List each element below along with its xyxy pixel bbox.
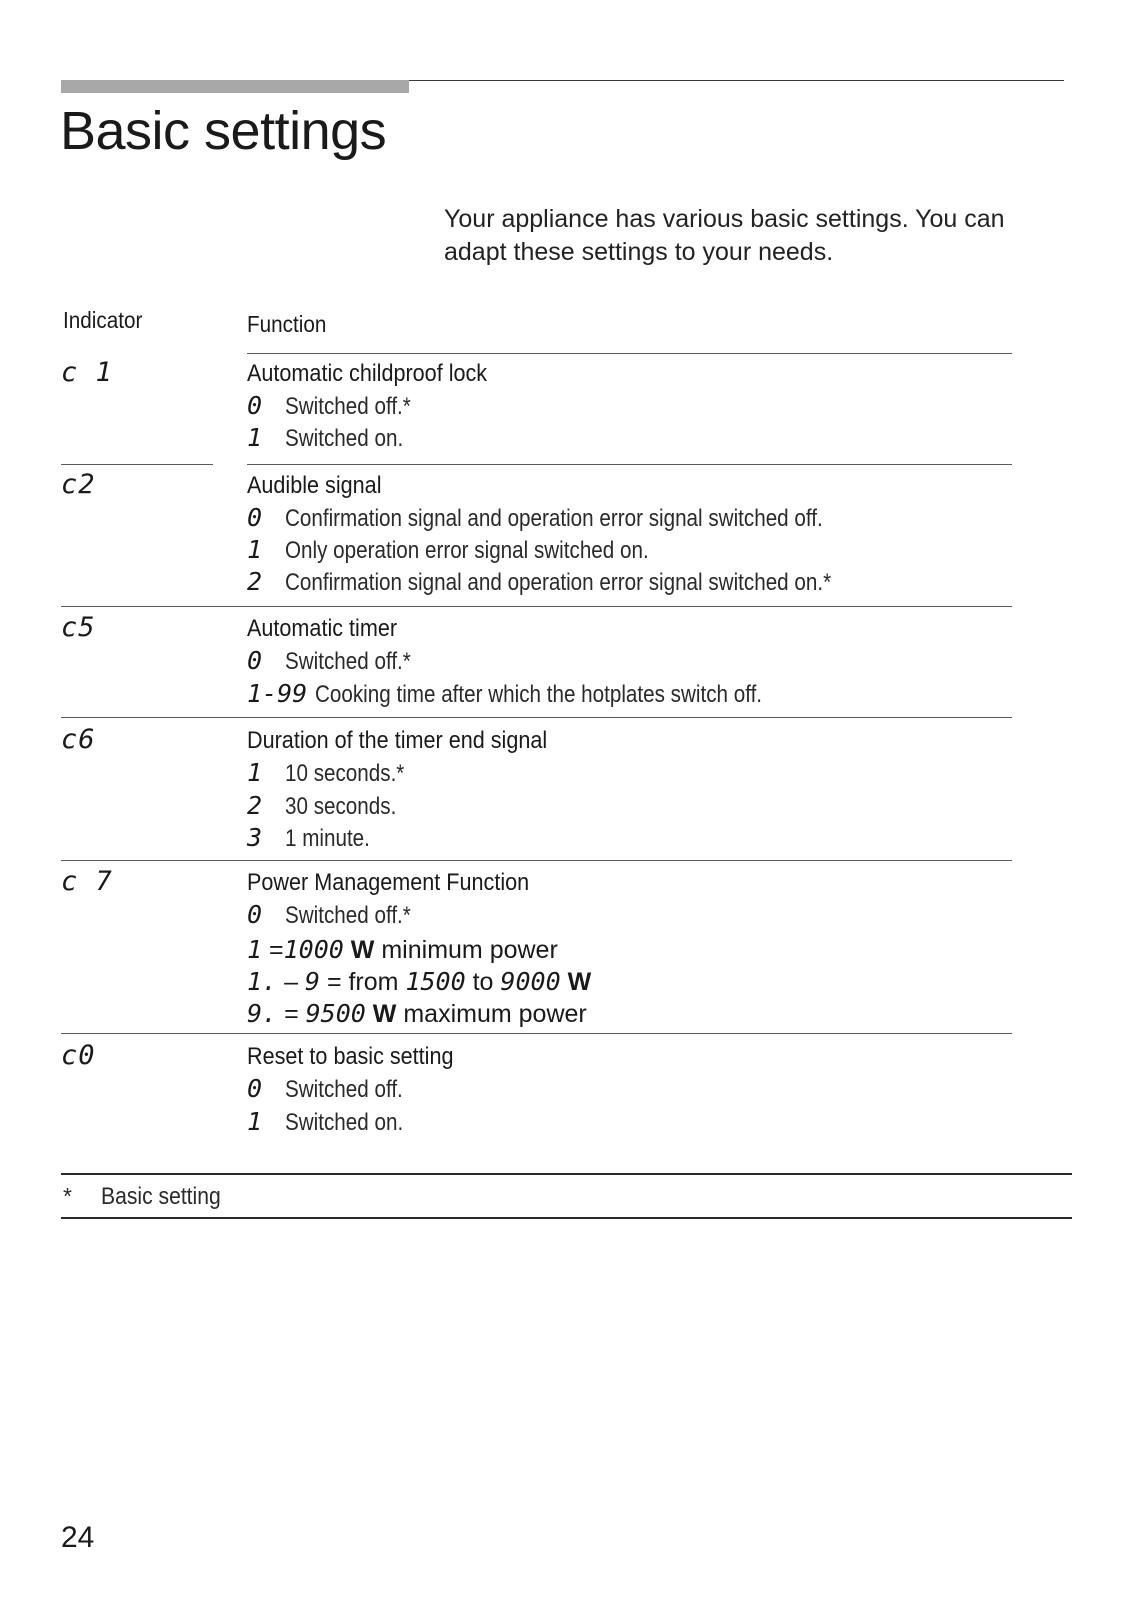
indicator-c6: c6 xyxy=(61,724,96,755)
indicator-c1: c 1 xyxy=(61,357,113,388)
section-title-automatic-timer: Automatic timer xyxy=(247,615,398,642)
option-text: Confirmation signal and operation error signal switched on.* xyxy=(285,569,832,596)
option-text: Switched on. xyxy=(285,1109,404,1136)
option-code: 3 xyxy=(247,823,263,852)
power-to: 9000 xyxy=(500,967,561,996)
option-text: Switched off.* xyxy=(285,648,411,675)
footnote-text: Basic setting xyxy=(101,1183,221,1210)
option-row xyxy=(247,646,431,676)
option-text: Switched off. xyxy=(285,1076,403,1103)
option-row xyxy=(247,679,835,709)
power-line-range xyxy=(247,967,591,997)
indicator-c5: c5 xyxy=(61,612,96,643)
power-eq: = from xyxy=(326,968,399,996)
page-title: Basic settings xyxy=(60,101,387,161)
section-title-audible-signal: Audible signal xyxy=(247,472,382,499)
option-text: Switched off.* xyxy=(285,393,411,420)
header-rule-thick xyxy=(61,80,409,93)
option-row xyxy=(247,423,422,453)
power-eq: = xyxy=(269,936,284,964)
option-row xyxy=(247,567,920,597)
row-divider-right xyxy=(247,464,1012,465)
option-text: Switched on. xyxy=(285,425,404,452)
option-code: 0 xyxy=(247,391,263,420)
row-divider xyxy=(61,717,1012,718)
intro-paragraph: Your appliance has various basic settings. You can adapt these settings to your needs. xyxy=(444,205,1005,266)
indicator-c0: c0 xyxy=(61,1040,96,1071)
option-code: 2 xyxy=(247,567,263,596)
option-row xyxy=(247,1074,422,1104)
option-code: 0 xyxy=(247,646,263,675)
option-code: 2 xyxy=(247,791,263,820)
row-divider xyxy=(61,1033,1012,1034)
power-desc: minimum power xyxy=(381,936,558,964)
option-code: 0 xyxy=(247,503,263,532)
power-from: 1500 xyxy=(405,967,466,996)
power-dash: – xyxy=(284,968,298,996)
power-line-minimum xyxy=(247,935,558,965)
option-row xyxy=(247,900,431,930)
power-desc: maximum power xyxy=(403,1000,587,1028)
option-row xyxy=(247,391,431,421)
option-text: Cooking time after which the hotplates switch off. xyxy=(315,681,763,708)
option-row xyxy=(247,503,910,533)
power-line-maximum xyxy=(247,999,587,1029)
option-row xyxy=(247,1107,422,1137)
option-code: 1 xyxy=(247,535,263,564)
option-row xyxy=(247,758,424,788)
option-code: 1 xyxy=(247,1107,263,1136)
option-row xyxy=(247,823,384,853)
column-header-indicator: Indicator xyxy=(63,307,143,333)
column-header-function: Function xyxy=(247,311,327,337)
power-code: 1 xyxy=(247,935,263,964)
footnote-mark: * xyxy=(63,1183,72,1209)
option-code: 1 xyxy=(247,758,263,787)
section-title-reset: Reset to basic setting xyxy=(247,1043,454,1070)
row-divider-left xyxy=(61,464,213,465)
footnote-rule-top xyxy=(61,1173,1072,1175)
option-code: 1 xyxy=(247,423,263,452)
power-unit: W xyxy=(350,936,375,964)
section-title-childproof: Automatic childproof lock xyxy=(247,360,488,387)
option-text: 10 seconds.* xyxy=(285,760,405,787)
option-code: 0 xyxy=(247,900,263,929)
option-text: Confirmation signal and operation error signal switched off. xyxy=(285,505,823,532)
power-value: 9500 xyxy=(305,999,366,1028)
option-row xyxy=(247,535,708,565)
option-text: Only operation error signal switched on. xyxy=(285,537,649,564)
footnote-rule-bottom xyxy=(61,1217,1072,1219)
section-title-timer-end-signal: Duration of the timer end signal xyxy=(247,727,548,754)
power-code: 1. xyxy=(247,967,278,996)
indicator-c7: c 7 xyxy=(61,866,113,897)
indicator-c2: c2 xyxy=(61,469,96,500)
power-code-2: 9 xyxy=(304,967,320,996)
power-value: 1000 xyxy=(283,935,344,964)
option-code: 0 xyxy=(247,1074,263,1103)
option-text: 30 seconds. xyxy=(285,793,397,820)
row-divider xyxy=(61,860,1012,861)
page-number: 24 xyxy=(61,1521,95,1554)
power-unit: W xyxy=(567,968,592,996)
option-code: 1-99 xyxy=(247,679,308,708)
option-text: Switched off.* xyxy=(285,902,411,929)
power-code: 9. xyxy=(247,999,278,1028)
option-text: 1 minute. xyxy=(285,825,370,852)
option-row xyxy=(247,791,414,821)
row-divider xyxy=(61,606,1012,607)
section-title-power-management: Power Management Function xyxy=(247,869,530,896)
power-unit: W xyxy=(372,1000,397,1028)
power-eq: = xyxy=(284,1000,299,1028)
power-to-word: to xyxy=(472,968,494,996)
header-divider xyxy=(247,353,1012,354)
